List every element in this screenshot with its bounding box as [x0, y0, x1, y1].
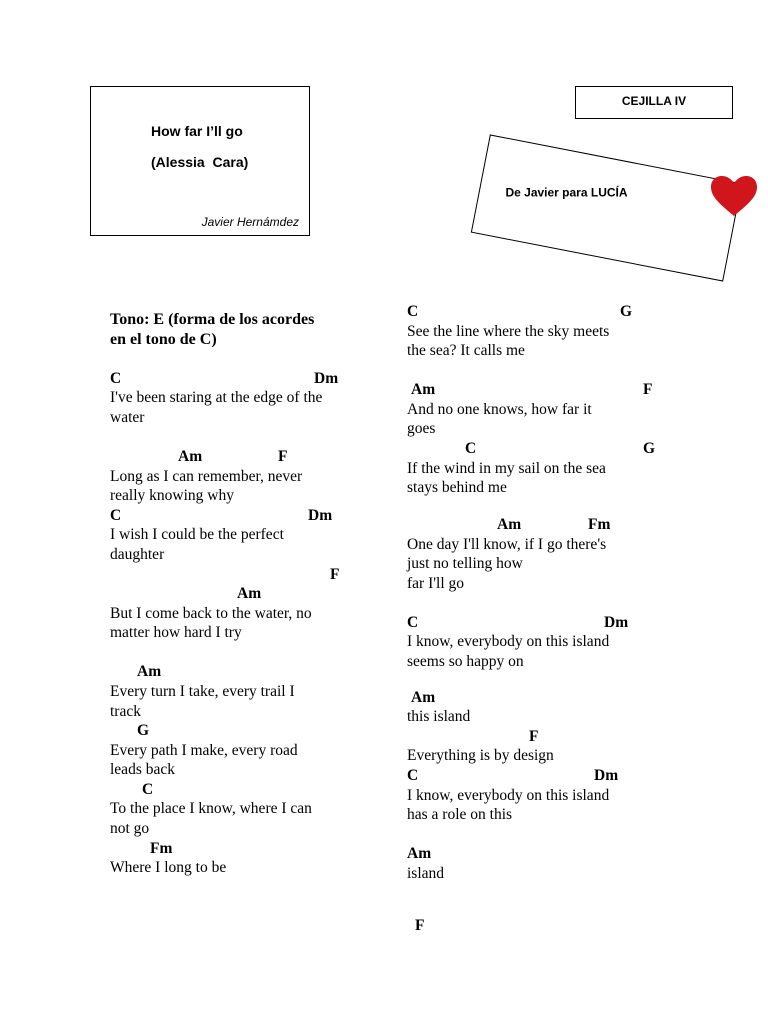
lyric-line: really knowing why — [110, 487, 234, 504]
chord-label: Dm — [594, 767, 619, 784]
chord-label: C — [407, 614, 419, 631]
chord-label: Am — [407, 845, 432, 862]
chord-label: Am — [411, 689, 436, 706]
lyric-line: I've been staring at the edge of the — [110, 389, 323, 406]
song-title-box — [90, 86, 310, 236]
chord-label: F — [415, 917, 425, 934]
lyric-line: the sea? It calls me — [407, 342, 525, 359]
key-heading-line1: Tono: E (forma de los acordes — [110, 311, 315, 328]
lyric-line: has a role on this — [407, 806, 513, 823]
lyric-line: matter how hard I try — [110, 624, 242, 641]
heart-icon — [710, 175, 758, 217]
lyric-line: seems so happy on — [407, 653, 524, 670]
lyric-line: One day I'll know, if I go there's — [407, 536, 607, 553]
chord-label: C — [110, 370, 122, 387]
song-author: Javier Hernámdez — [201, 215, 299, 229]
lyric-line: Where I long to be — [110, 859, 227, 876]
lyric-line: this island — [407, 708, 471, 725]
lyric-line: not go — [110, 820, 150, 837]
chord-label: Am — [137, 663, 162, 680]
chord-label: Am — [237, 585, 262, 602]
lyric-line: island — [407, 865, 445, 882]
chord-label: C — [142, 781, 154, 798]
lyric-line: See the line where the sky meets — [407, 323, 610, 340]
lyric-line: far I'll go — [407, 575, 465, 592]
lyric-line: water — [110, 409, 145, 426]
lyric-line: But I come back to the water, no — [110, 605, 312, 622]
capo-label: CEJILLA IV — [621, 94, 687, 108]
lyric-line: If the wind in my sail on the sea — [407, 460, 606, 477]
lyric-line: Long as I can remember, never — [110, 468, 303, 485]
key-heading-line2: en el tono de C) — [110, 331, 217, 348]
chord-label: F — [529, 728, 539, 745]
lyric-line: I know, everybody on this island — [407, 633, 610, 650]
chord-label: Dm — [308, 507, 333, 524]
lyric-line: I know, everybody on this island — [407, 787, 610, 804]
chord-label: G — [643, 440, 656, 457]
chord-label: F — [278, 448, 288, 465]
lyric-line: Everything is by design — [407, 747, 554, 764]
chord-label: G — [620, 303, 633, 320]
chord-label: Am — [497, 516, 522, 533]
dedication-card — [471, 134, 742, 281]
chord-label: C — [407, 303, 419, 320]
lyric-line: daughter — [110, 546, 165, 563]
lyric-line: just no telling how — [407, 555, 523, 572]
chord-label: Am — [411, 381, 436, 398]
chord-label: C — [110, 507, 122, 524]
lyric-line: I wish I could be the perfect — [110, 526, 284, 543]
lyric-line: stays behind me — [407, 479, 507, 496]
song-artist: (Alessia Cara) — [151, 154, 249, 170]
lyric-line: To the place I know, where I can — [110, 800, 312, 817]
chord-label: Am — [178, 448, 203, 465]
capo-box — [575, 86, 733, 119]
chord-label: C — [407, 767, 419, 784]
lyric-line: And no one knows, how far it — [407, 401, 592, 418]
dedication-text: De Javier para LUCÍA — [505, 185, 628, 200]
lyric-line: Every path I make, every road — [110, 742, 298, 759]
lyric-line: Every turn I take, every trail I — [110, 683, 295, 700]
lyric-line: leads back — [110, 761, 175, 778]
lyric-line: goes — [407, 420, 436, 437]
chord-label: Fm — [150, 840, 173, 857]
chord-label: G — [137, 722, 150, 739]
chord-label: Dm — [314, 370, 339, 387]
chord-label: F — [330, 566, 340, 583]
song-title: How far I’ll go — [151, 123, 243, 139]
chord-label: F — [643, 381, 653, 398]
chord-label: Dm — [604, 614, 629, 631]
lyric-line: track — [110, 703, 141, 720]
chord-label: C — [465, 440, 477, 457]
chord-label: Fm — [588, 516, 611, 533]
